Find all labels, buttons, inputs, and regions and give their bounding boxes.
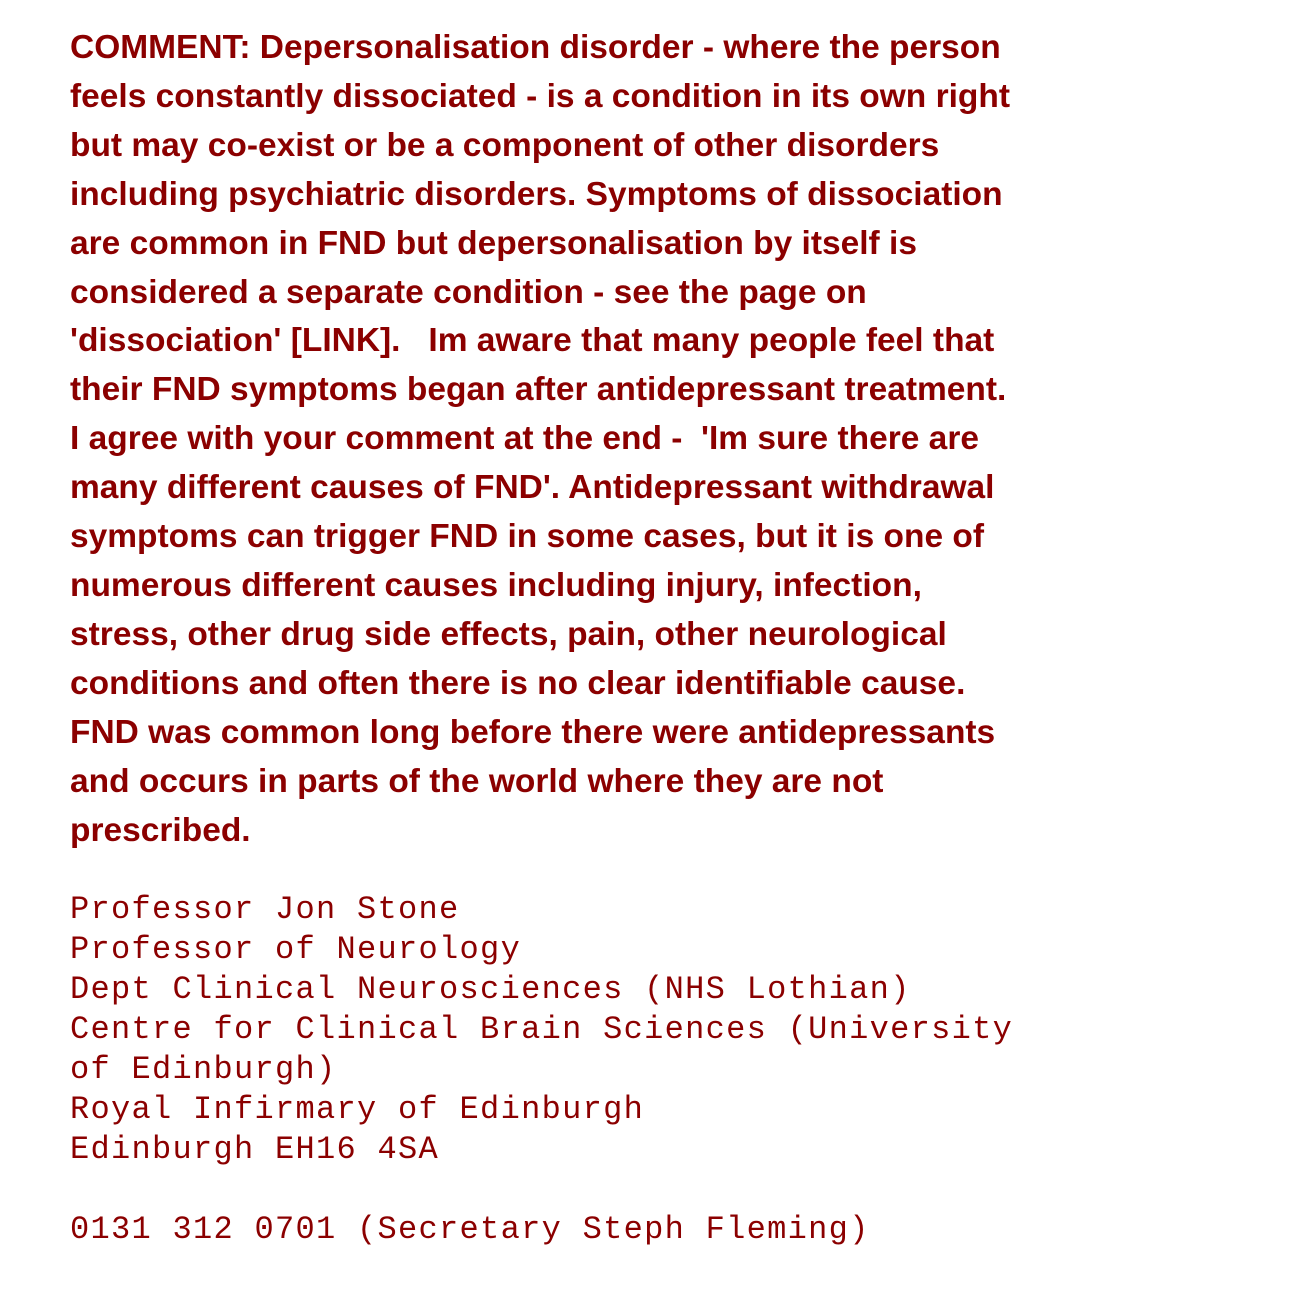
- signature-name: Professor Jon Stone: [70, 891, 460, 928]
- comment-line: are common in FND but depersonalisation by itself is: [70, 224, 917, 262]
- signature-centre-continued: of Edinburgh): [70, 1051, 337, 1088]
- comment-line: and occurs in parts of the world where they are not: [70, 762, 884, 800]
- signature-department: Dept Clinical Neurosciences (NHS Lothian): [70, 971, 911, 1008]
- comment-line: many different causes of FND'. Antidepressant withdrawal: [70, 469, 995, 507]
- signature-hospital: Royal Infirmary of Edinburgh: [70, 1091, 645, 1128]
- comment-line: numerous different causes including injury, infection,: [70, 566, 922, 604]
- comment-line: stress, other drug side effects, pain, other neurological: [70, 615, 947, 653]
- comment-line: their FND symptoms began after antidepressant treatment.: [70, 371, 1007, 409]
- comment-line: conditions and often there is no clear identifiable cause.: [70, 664, 966, 702]
- signature-block: [70, 890, 1270, 1170]
- comment-line: 'dissociation' [LINK]. Im aware that many people feel that: [70, 322, 995, 360]
- comment-line: considered a separate condition - see the page on: [70, 273, 867, 311]
- comment-paragraph: [70, 24, 1230, 855]
- signature-centre: Centre for Clinical Brain Sciences (University: [70, 1011, 1014, 1048]
- comment-line: feels constantly dissociated - is a condition in its own right: [70, 77, 1010, 115]
- comment-line: including psychiatric disorders. Symptoms of dissociation: [70, 175, 1003, 213]
- comment-line: I agree with your comment at the end - 'Im sure there are: [70, 420, 979, 458]
- comment-line: but may co-exist or be a component of other disorders: [70, 126, 940, 164]
- signature-phone: 0131 312 0701 (Secretary Steph Fleming): [70, 1211, 870, 1248]
- comment-line: prescribed.: [70, 811, 251, 849]
- comment-line: FND was common long before there were antidepressants: [70, 713, 996, 751]
- signature-title: Professor of Neurology: [70, 931, 522, 968]
- comment-line: symptoms can trigger FND in some cases, but it is one of: [70, 518, 985, 556]
- signature-address: Edinburgh EH16 4SA: [70, 1131, 440, 1168]
- comment-line: COMMENT: Depersonalisation disorder - where the person: [70, 29, 1001, 66]
